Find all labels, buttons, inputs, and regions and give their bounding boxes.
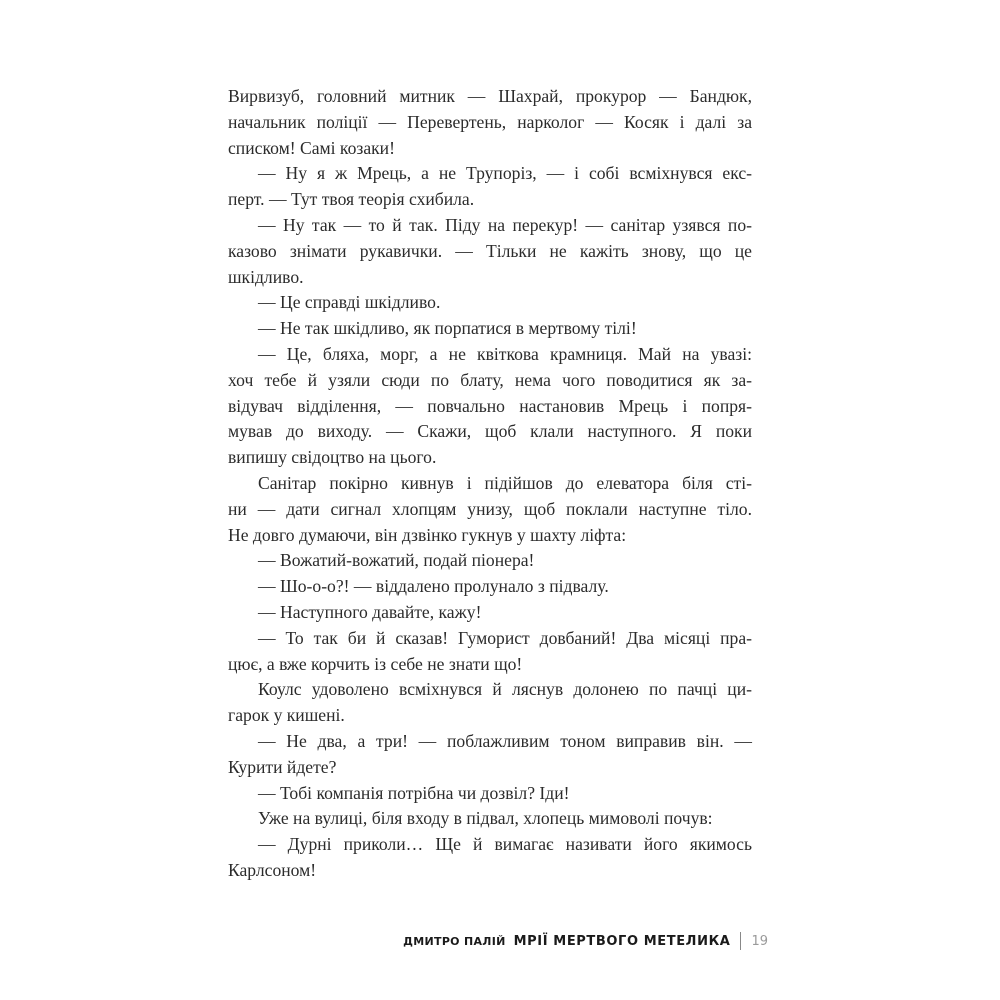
text-line: — Це, бляха, морг, а не квіткова крамниця. Май на увазі:	[258, 343, 752, 364]
page-number: 19	[751, 933, 768, 949]
text-line: — Дурні приколи… Ще й вимагає називати його якимось	[258, 834, 752, 855]
text-line: відувач відділення, — повчально настановив Мрець і попря-	[228, 395, 752, 416]
text-line: мував до виходу. — Скажи, щоб клали наступного. Я поки	[228, 421, 752, 442]
text-line: Уже на вулиці, біля входу в підвал, хлопець мимоволі почув:	[258, 808, 713, 829]
text-line: — Вожатий-вожатий, подай піонера!	[258, 550, 535, 571]
text-line: Вирвизуб, головний митник — Шахрай, прокурор — Бандюк,	[228, 86, 752, 106]
text-line: — Тобі компанія потрібна чи дозвіл? Іди!	[258, 782, 570, 803]
text-line: ни — дати сигнал хлопцям унизу, щоб поклали наступне тіло.	[228, 498, 752, 519]
footer-author: ДМИТРО ПАЛІЙ	[403, 934, 506, 948]
text-line: Карлсоном!	[228, 859, 317, 880]
text-line: шкідливо.	[228, 266, 304, 287]
text-line: гарок у кишені.	[228, 705, 345, 726]
text-line: Санітар покірно кивнув і підійшов до елеватора біля сті-	[258, 472, 752, 493]
text-line: випишу свідоцтво на цього.	[228, 447, 437, 468]
text-line: начальник поліції — Перевертень, нарколог — Косяк і далі за	[228, 111, 752, 132]
text-line: списком! Самі козаки!	[228, 137, 395, 158]
text-line: — Ну так — то й так. Піду на перекур! — санітар узявся по-	[258, 214, 752, 235]
text-line: казово знімати рукавички. — Тільки не кажіть знову, що це	[228, 240, 752, 261]
text-line: перт. — Тут твоя теорія схибила.	[228, 189, 475, 210]
text-line: цює, а вже корчить із себе не знати що!	[228, 653, 523, 674]
text-line: — Це справді шкідливо.	[258, 292, 441, 313]
text-line: — То так би й сказав! Гуморист довбаний! Два місяці пра-	[258, 627, 752, 648]
body-text	[228, 84, 752, 884]
text-line: — Не так шкідливо, як порпатися в мертвому тілі!	[258, 318, 637, 339]
text-line: Коулс удоволено всміхнувся й ляснув долонею по пачці ци-	[258, 679, 752, 700]
text-line: — Наступного давайте, кажу!	[258, 601, 482, 622]
text-line: Не довго думаючи, він дзвінко гукнув у шахту ліфта:	[228, 524, 627, 545]
text-line: хоч тебе й узяли сюди по блату, нема чого поводитися як за-	[228, 369, 752, 390]
running-footer	[403, 932, 768, 950]
footer-separator	[740, 932, 741, 950]
footer-book-title: МРІЇ МЕРТВОГО МЕТЕЛИКА	[513, 933, 731, 949]
text-line: — Ну я ж Мрець, а не Трупоріз, — і собі всміхнувся екс-	[258, 163, 752, 184]
text-line: — Не два, а три! — поблажливим тоном виправив він. —	[258, 730, 752, 751]
text-line: — Шо-о-о?! — віддалено пролунало з підвалу.	[258, 576, 609, 597]
text-line: Курити йдете?	[228, 756, 337, 777]
